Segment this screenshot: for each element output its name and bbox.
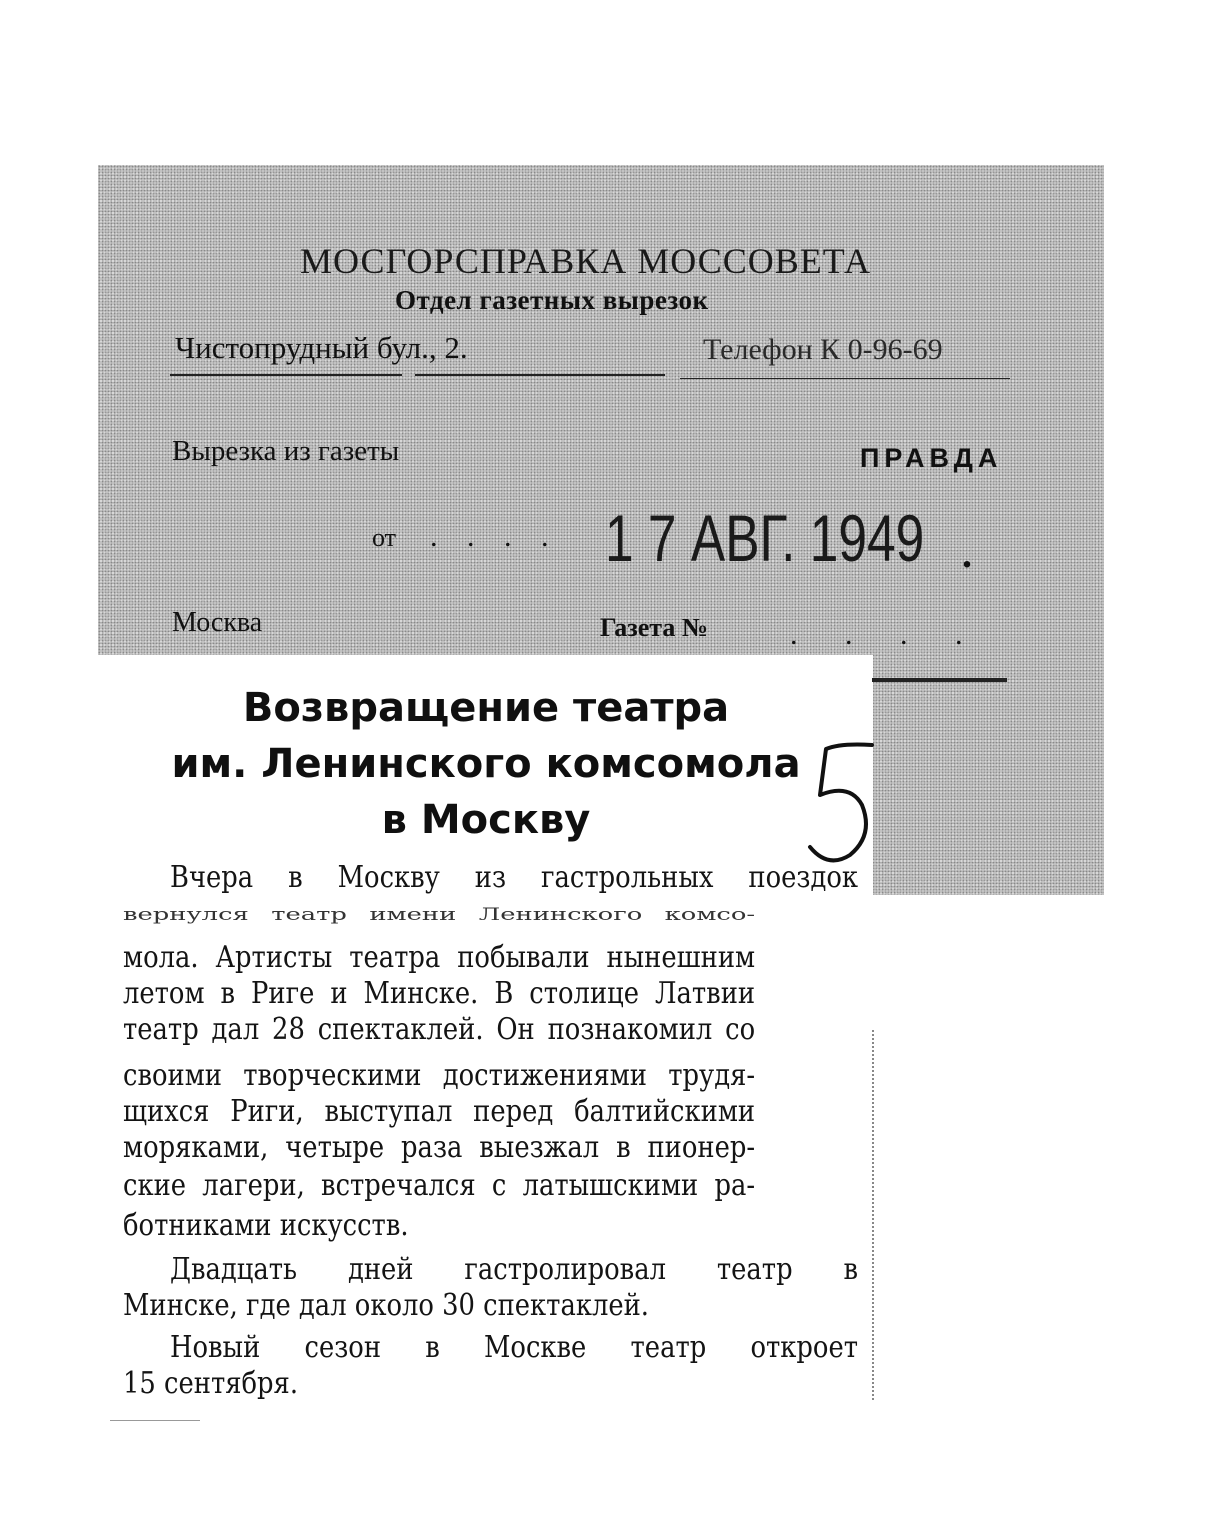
divider-rule: [170, 374, 402, 376]
clipping-edge-dots: [872, 1030, 878, 1400]
date-dot: .: [962, 531, 972, 576]
article-body-line: ские лагери, встречался с латышскими ра-: [123, 1168, 756, 1203]
article-body-line: щихся Риги, выступал перед балтийскими: [123, 1094, 756, 1129]
department-name: Отдел газетных вырезок: [395, 285, 709, 315]
headline-line: Возвращение театра: [242, 685, 730, 731]
divider-rule: [680, 378, 1010, 379]
article-body-line: Вчера в Москву из гастрольных поездок: [170, 860, 858, 895]
article-body-line: Новый сезон в Москве театр откроет: [170, 1330, 858, 1365]
divider-rule: [415, 374, 665, 376]
issue-number-label: Газета №: [600, 613, 708, 642]
article-body-line: мола. Артисты театра побывали нынешним: [123, 940, 756, 975]
date-stamp: 1 7 АВГ. 1949: [605, 501, 925, 575]
address: Чистопрудный бул., 2.: [175, 330, 468, 365]
article-body-line: театр дал 28 спектаклей. Он познакомил со: [123, 1012, 756, 1047]
issue-number-dots: . . . .: [790, 618, 983, 651]
article-body-line: Двадцать дней гастролировал театр в: [170, 1252, 858, 1287]
handwritten-number-mark: [800, 735, 890, 875]
headline-line: им. Ленинского комсомола: [171, 741, 801, 787]
article-body-line: своими творческими достижениями трудя-: [123, 1058, 756, 1093]
date-prefix: от: [372, 523, 397, 552]
article-body-line: моряками, четыре раза выезжал в пионер-: [123, 1130, 756, 1165]
phone-number: Телефон К 0-96-69: [703, 333, 943, 366]
divider-rule: [872, 678, 1007, 682]
newspaper-name: ПРАВДА: [860, 443, 1003, 473]
headline-line: в Москву: [381, 797, 591, 843]
article-body-line: ботниками искусств.: [123, 1208, 409, 1243]
date-dots: . . . .: [430, 520, 560, 553]
article-body-line: вернулся театр имени Ленинского комсо-: [123, 905, 756, 925]
organization-title: МОСГОРСПРАВКА МОССОВЕТА: [300, 241, 871, 281]
city-label: Москва: [172, 607, 263, 638]
article-body-line: летом в Риге и Минске. В столице Латвии: [123, 976, 756, 1011]
article-body-line: 15 сентября.: [123, 1366, 299, 1401]
clipping-from-label: Вырезка из газеты: [172, 435, 400, 467]
divider-rule: [110, 1420, 200, 1421]
article-body-line: Минске, где дал около 30 спектаклей.: [123, 1288, 650, 1323]
